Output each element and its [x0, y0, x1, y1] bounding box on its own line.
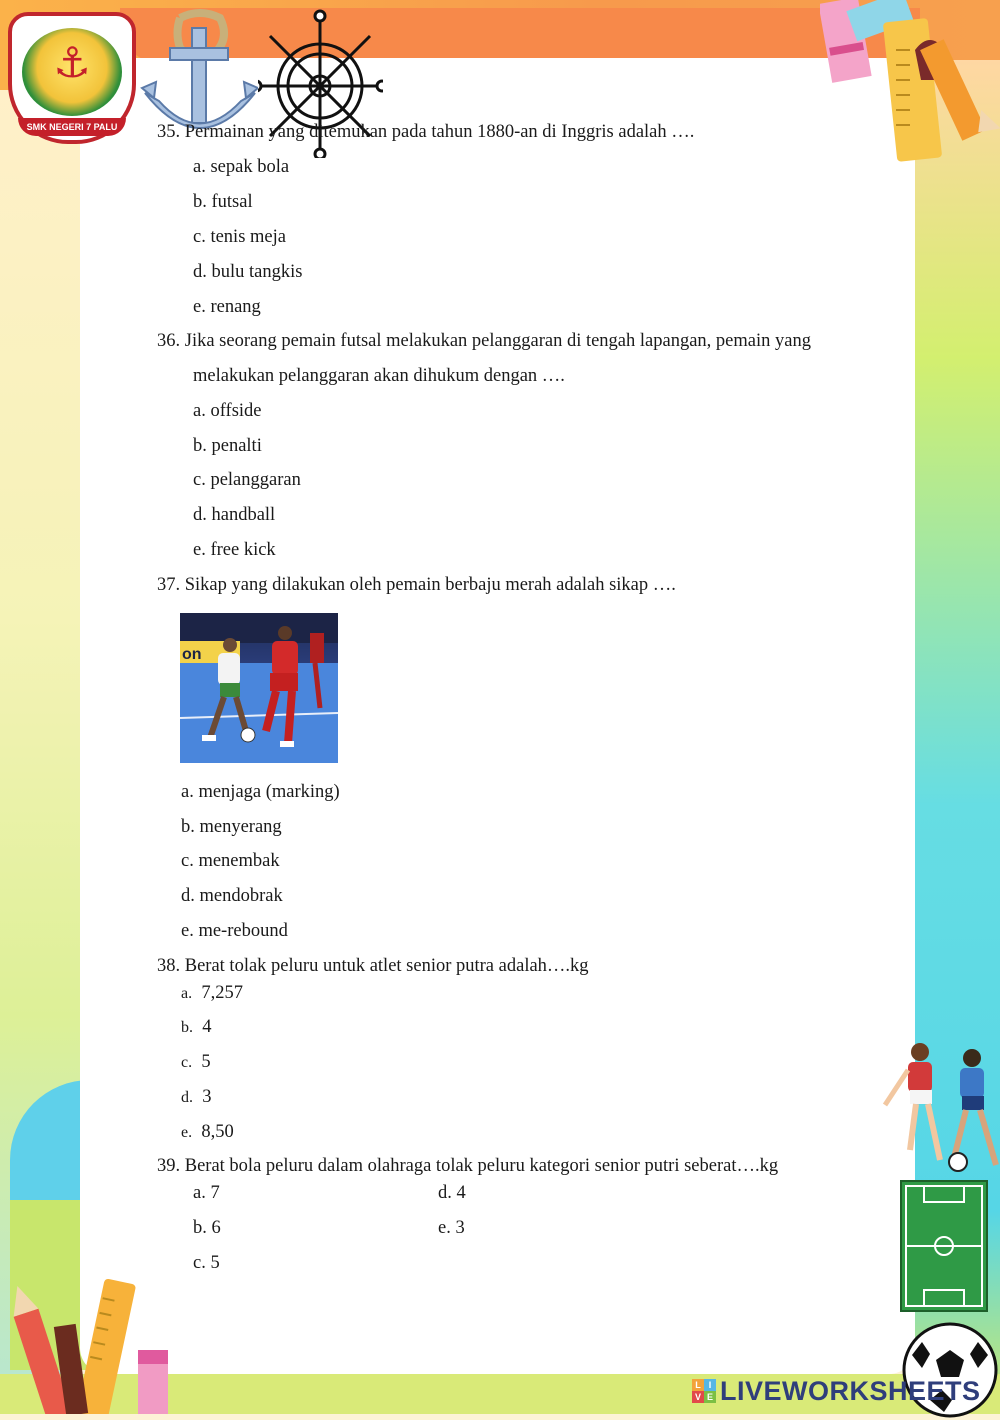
q36-option-b: b. penalti	[193, 436, 262, 456]
photo-banner-text: on	[182, 646, 202, 663]
q35-option-a: a. sepak bola	[193, 157, 290, 177]
q39-option-a: a. 7	[193, 1183, 220, 1203]
q37-option-a: a. menjaga (marking)	[181, 782, 340, 802]
q38-option-e-letter: e.	[181, 1124, 193, 1141]
question-38: 38. Berat tolak peluru untuk atlet senior putra adalah….kg	[157, 956, 589, 976]
q38-option-c-value: 5	[201, 1052, 211, 1072]
liveworksheets-logo-icon	[692, 1379, 716, 1403]
q39-option-e: e. 3	[438, 1218, 465, 1238]
q35-option-d: d. bulu tangkis	[193, 262, 303, 282]
q35-option-b: b. futsal	[193, 192, 253, 212]
liveworksheets-brand	[692, 1374, 981, 1408]
q37-option-e: e. me-rebound	[181, 921, 288, 941]
q35-option-e: e. renang	[193, 297, 261, 317]
q36-option-d: d. handball	[193, 505, 276, 525]
soccer-players-icon	[880, 1040, 1000, 1180]
soccer-field-icon	[900, 1180, 988, 1312]
question-36-line-1: 36. Jika seorang pemain futsal melakukan pelanggaran di tengah lapangan, pemain yang	[157, 331, 811, 351]
q38-option-c-letter: c.	[181, 1054, 193, 1071]
q38-option-d	[181, 1087, 212, 1108]
brand-letter-l: L	[692, 1379, 704, 1391]
q38-option-e-value: 8,50	[201, 1122, 234, 1142]
q38-option-b	[181, 1017, 212, 1038]
q38-option-a-value: 7,257	[201, 983, 243, 1003]
liveworksheets-name: LIVEWORKSHEETS	[720, 1375, 981, 1406]
brand-letter-e: E	[704, 1391, 716, 1403]
q36-option-c: c. pelanggaran	[193, 470, 301, 490]
q38-option-b-value: 4	[202, 1017, 212, 1037]
q37-option-b: b. menyerang	[181, 817, 282, 837]
question-36-line-2: melakukan pelanggaran akan dihukum dengan ….	[193, 366, 565, 386]
q38-option-d-value: 3	[202, 1087, 212, 1107]
q36-option-a: a. offside	[193, 401, 262, 421]
question-35: 35. Permainan yang ditemukan pada tahun 1880-an di Inggris adalah ….	[157, 122, 695, 142]
anchor-icon: ⚓	[53, 38, 91, 87]
q38-option-d-letter: d.	[181, 1089, 193, 1106]
q37-option-d: d. mendobrak	[181, 886, 283, 906]
question-37: 37. Sikap yang dilakukan oleh pemain berbaju merah adalah sikap ….	[157, 575, 676, 595]
futsal-photo	[180, 613, 338, 763]
q35-option-c: c. tenis meja	[193, 227, 286, 247]
q38-option-b-letter: b.	[181, 1019, 193, 1036]
brand-letter-v: V	[692, 1391, 704, 1403]
question-39: 39. Berat bola peluru dalam olahraga tolak peluru kategori senior putri seberat….kg	[157, 1156, 779, 1176]
pencils-bottom-decoration-icon	[0, 1270, 190, 1414]
q38-option-a-letter: a.	[181, 985, 193, 1002]
q38-option-c	[181, 1052, 211, 1073]
q38-option-e	[181, 1122, 234, 1143]
q39-option-b: b. 6	[193, 1218, 221, 1238]
school-name: SMK NEGERI 7 PALU	[18, 118, 126, 136]
brand-letter-i: I	[704, 1379, 716, 1391]
q38-option-a	[181, 983, 243, 1004]
q36-option-e: e. free kick	[193, 540, 276, 560]
q39-option-c: c. 5	[193, 1253, 220, 1273]
q39-option-d: d. 4	[438, 1183, 466, 1203]
futsal-players-image	[180, 613, 338, 763]
q37-option-c: c. menembak	[181, 851, 280, 871]
